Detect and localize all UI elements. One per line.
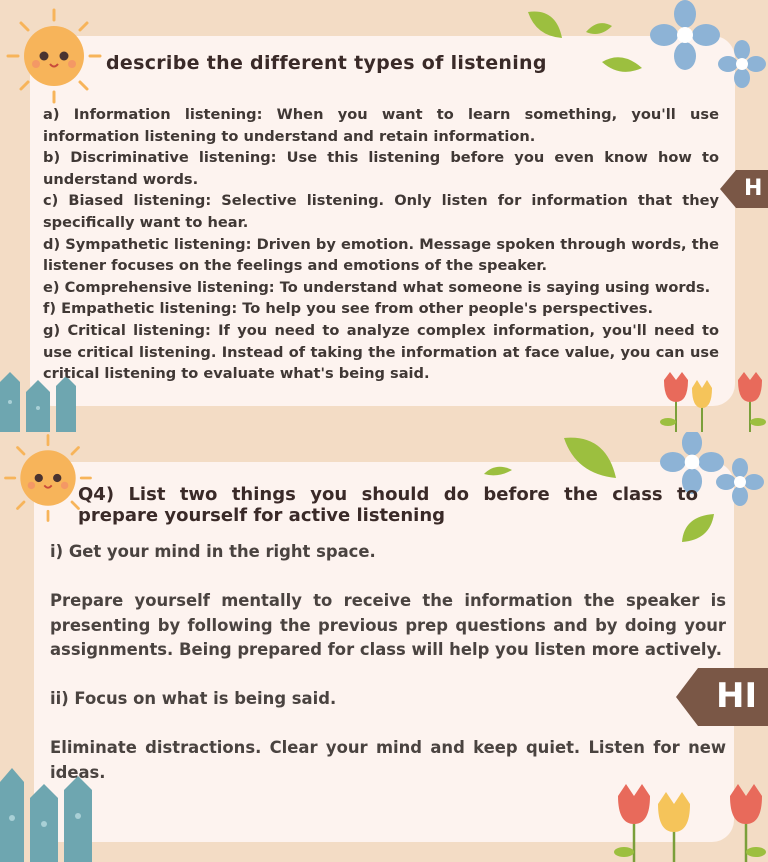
answer-paragraph: Eliminate distractions. Clear your mind and keep quiet. Listen for new ideas. bbox=[50, 738, 726, 782]
sign-text: HI bbox=[716, 676, 758, 716]
leaf-icon bbox=[600, 52, 644, 76]
slide-2 bbox=[0, 432, 768, 862]
leaf-icon bbox=[584, 18, 614, 38]
answer-body bbox=[50, 540, 726, 810]
list-item: g) Critical listening: If you need to analyze complex information, you'll need to use critical listening. Instead of taking the information at face value, you can use critical listening to evaluate what's being said. bbox=[43, 321, 719, 383]
list-item: d) Sympathetic listening: Driven by emotion. Message spoken through words, the listener focuses on the feelings and emotions of the speaker. bbox=[43, 235, 719, 275]
page-title: describe the different types of listening bbox=[106, 52, 547, 74]
list-item: c) Biased listening: Selective listening. Only listen for information that they specifically want to hear. bbox=[43, 192, 719, 231]
answer-heading: ii) Focus on what is being said. bbox=[50, 689, 337, 708]
question-title: Q4) List two things you should do before the class to prepare yourself for active listening bbox=[78, 484, 698, 526]
answer-paragraph: Prepare yourself mentally to receive the information the speaker is presenting by following the previous prep questions and by doing your assignments. Being prepared for class will help you listen more actively. bbox=[50, 591, 726, 659]
answer-heading: i) Get your mind in the right space. bbox=[50, 542, 376, 561]
flower-icon bbox=[716, 458, 764, 506]
flower-icon bbox=[718, 40, 766, 88]
list-item: a) Information listening: When you want to learn something, you'll use information listening to understand and retain information. bbox=[43, 106, 719, 145]
leaf-icon bbox=[526, 8, 566, 42]
flower-icon bbox=[650, 0, 720, 70]
sign-board bbox=[720, 170, 768, 208]
leaf-icon bbox=[562, 434, 620, 482]
list-item: f) Empathetic listening: To help you see from other people's perspectives. bbox=[43, 300, 653, 318]
sun-icon bbox=[2, 4, 106, 108]
leaf-icon bbox=[482, 462, 514, 478]
list-item: e) Comprehensive listening: To understand what someone is saying using words. bbox=[43, 278, 711, 296]
sign-text: H bbox=[744, 176, 763, 201]
listening-types-list bbox=[43, 104, 719, 385]
list-item: b) Discriminative listening: Use this listening before you even know how to understand words. bbox=[43, 149, 719, 188]
